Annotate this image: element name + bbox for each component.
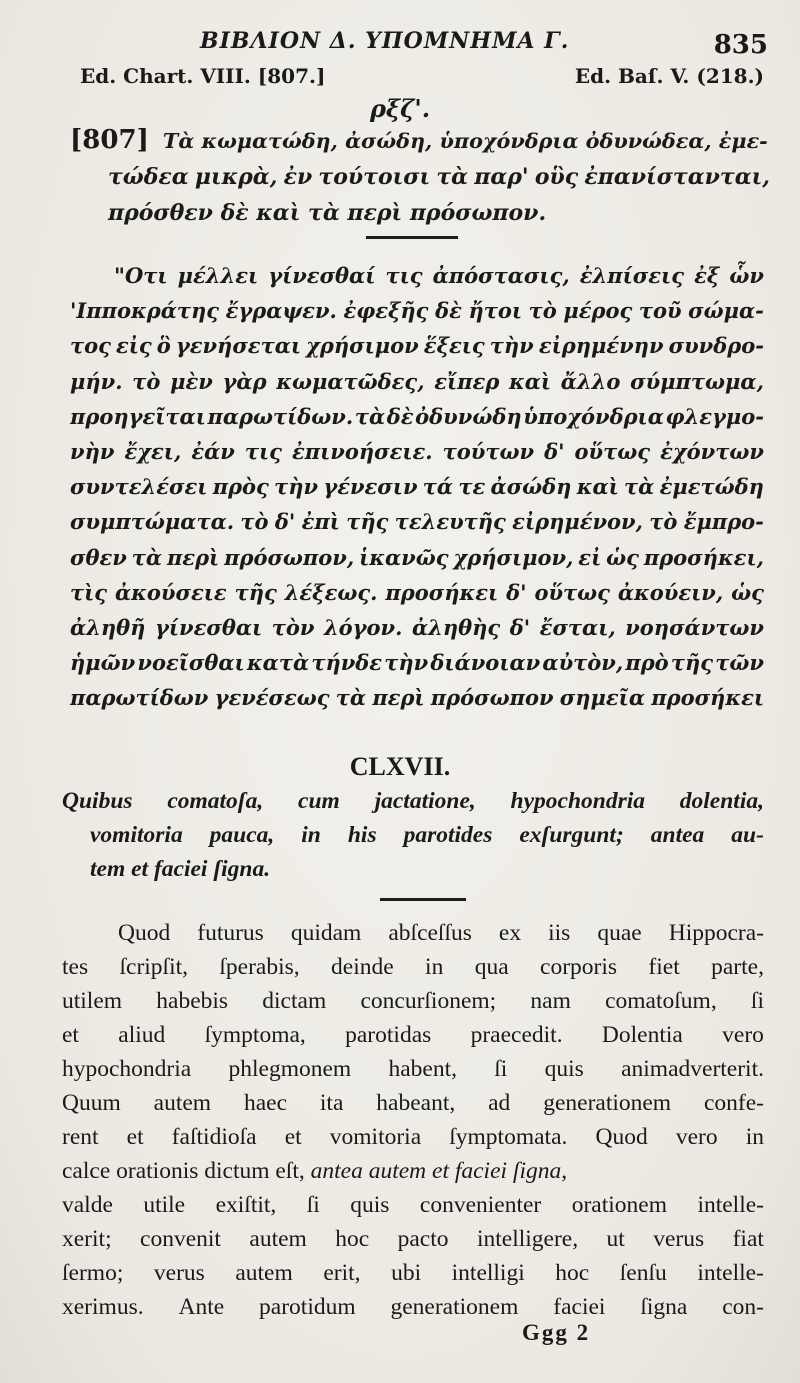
latin-commentary-line: tes ſcripſit, ſperabis, deinde in qua corporis fiet parte, [62,954,764,980]
latin-commentary-line: utilem habebis dictam concurſionem; nam comatoſum, ſi [62,988,764,1014]
latin-commentary-line: et aliud ſymptoma, parotidas praecedit. Dolentia vero [62,1022,764,1048]
greek-commentary-line: νὴν ἔχει, ἐάν τις ἐπινοήσειε. τούτων δ' οὕτως ἐχόντων [70,439,764,465]
greek-aphorism-line [70,122,770,159]
page-number: 835 [713,30,768,60]
edition-line [80,64,764,88]
greek-commentary-line: προηγεῖται παρωτίδων. τὰ δὲ ὀδυνώδη ὑποχόνδρια φλεγμο- [70,403,764,429]
greek-commentary-line: "Οτι μέλλει γίνεσθαί τις ἀπόστασις, ἐλπίσεις ἐξ ὧν [114,263,764,288]
greek-commentary-line: συντελέσει πρὸς τὴν γένεσιν τά τε ἀσώδη καὶ τὰ ἐμετώδη [70,474,764,500]
latin-commentary-line: hypochondria phlegmonem habent, ſi quis animadverterit. [62,1056,764,1082]
greek-aphorism [70,122,770,231]
latin-aphorism-line: vomitoria pauca, in his parotides exſurgunt; antea au- [90,822,764,848]
latin-section-number: CLXVII. [349,752,451,781]
greek-commentary-line: σθεν τὰ περὶ πρόσωπον, ἱκανῶς χρήσιμον, εἰ ὡς προσήκει, [70,544,764,570]
latin-commentary-line: ſermo; verus autem erit, ubi intelligi hoc ſenſu intelle- [62,1260,764,1286]
latin-commentary-line: xerit; convenit autem hoc pacto intelligere, ut verus fiat [62,1226,764,1252]
greek-commentary [70,258,764,716]
section-divider [366,236,458,239]
latin-commentary-line: valde utile exiſtit, ſi quis convenienter orationem intelle- [62,1192,764,1218]
greek-commentary-line: τος εἰς ὃ γενήσεται χρήσιμον ἕξεις τὴν εἰρημένην συνδρο- [70,333,764,359]
latin-aphorism [62,784,764,886]
line-marker: [807] [70,125,149,155]
printer-signature: Ggg 2 [522,1320,591,1345]
greek-aphorism-line: τώδεα μικρὰ, ἐν τούτοισι τὰ παρ' οὓς ἐπανίστανται, [108,164,770,190]
greek-commentary-line: 'Ιπποκράτης ἔγραψεν. ἐφεξῆς δὲ ἤτοι τὸ μέρος τοῦ σώμα- [70,298,764,324]
greek-section-number: ρξζ'. [369,94,431,123]
greek-commentary-line: μήν. τὸ μὲν γὰρ κωματῶδες, εἴπερ καὶ ἄλλο σύμπτωμα, [70,368,764,394]
edition-chart: Ed. Chart. VIII. [807.] [80,64,326,88]
latin-commentary-line: rent et faſtidioſa et vomitoria ſymptomata. Quod vero in [62,1124,764,1150]
greek-commentary-line: ἀληθῆ γίνεσθαι τὸν λόγον. ἀληθὴς δ' ἔσται, νοησάντων [70,615,764,641]
greek-aphorism-line: πρόσθεν δὲ καὶ τὰ περὶ πρόσωπον. [108,200,547,226]
latin-commentary-line: Quod futurus quidam abſceſſus ex iis quae Hippocra- [118,920,764,946]
latin-commentary [62,916,764,1324]
latin-commentary-line: xerimus. Ante parotidum generationem faciei ſigna con- [62,1294,764,1320]
latin-commentary-line [62,1154,764,1188]
latin-commentary-italic-phrase: antea autem et faciei ſigna, [310,1158,568,1184]
latin-commentary-line: Quum autem haec ita habeant, ad generationem confe- [62,1090,764,1116]
greek-commentary-line: συμπτώματα. τὸ δ' ἐπὶ τῆς τελευτῆς εἰρημένον, τὸ ἔμπρο- [70,509,764,535]
latin-commentary-text: calce orationis dictum eſt, [62,1158,311,1184]
edition-basel: Ed. Baſ. V. (218.) [574,64,764,88]
greek-commentary-line: παρωτίδων γενέσεως τὰ περὶ πρόσωπον σημεῖα προσήκει [70,685,764,711]
latin-aphorism-line: tem et faciei ſigna. [90,856,271,882]
greek-commentary-line: ἡμῶν νοεῖσθαι κατὰ τήνδε τὴν διάνοιαν αὐτὸν, πρὸ τῆς τῶν [70,650,764,676]
latin-aphorism-line: Quibus comatoſa, cum jactatione, hypochondria dolentia, [62,788,764,814]
greek-aphorism-text: Τὰ κωματώδη, ἀσώδη, ὑποχόνδρια ὀδυνώδεα, ἐμε- [162,129,768,153]
greek-commentary-line: τὶς ἀκούσειε τῆς λέξεως. προσήκει δ' οὕτως ἀκούειν, ὡς [70,579,764,605]
section-divider [380,898,466,901]
running-head: ΒΙΒΛΙΟΝ Δ. ΥΠΟΜΝΗΜΑ Γ. [200,28,570,54]
